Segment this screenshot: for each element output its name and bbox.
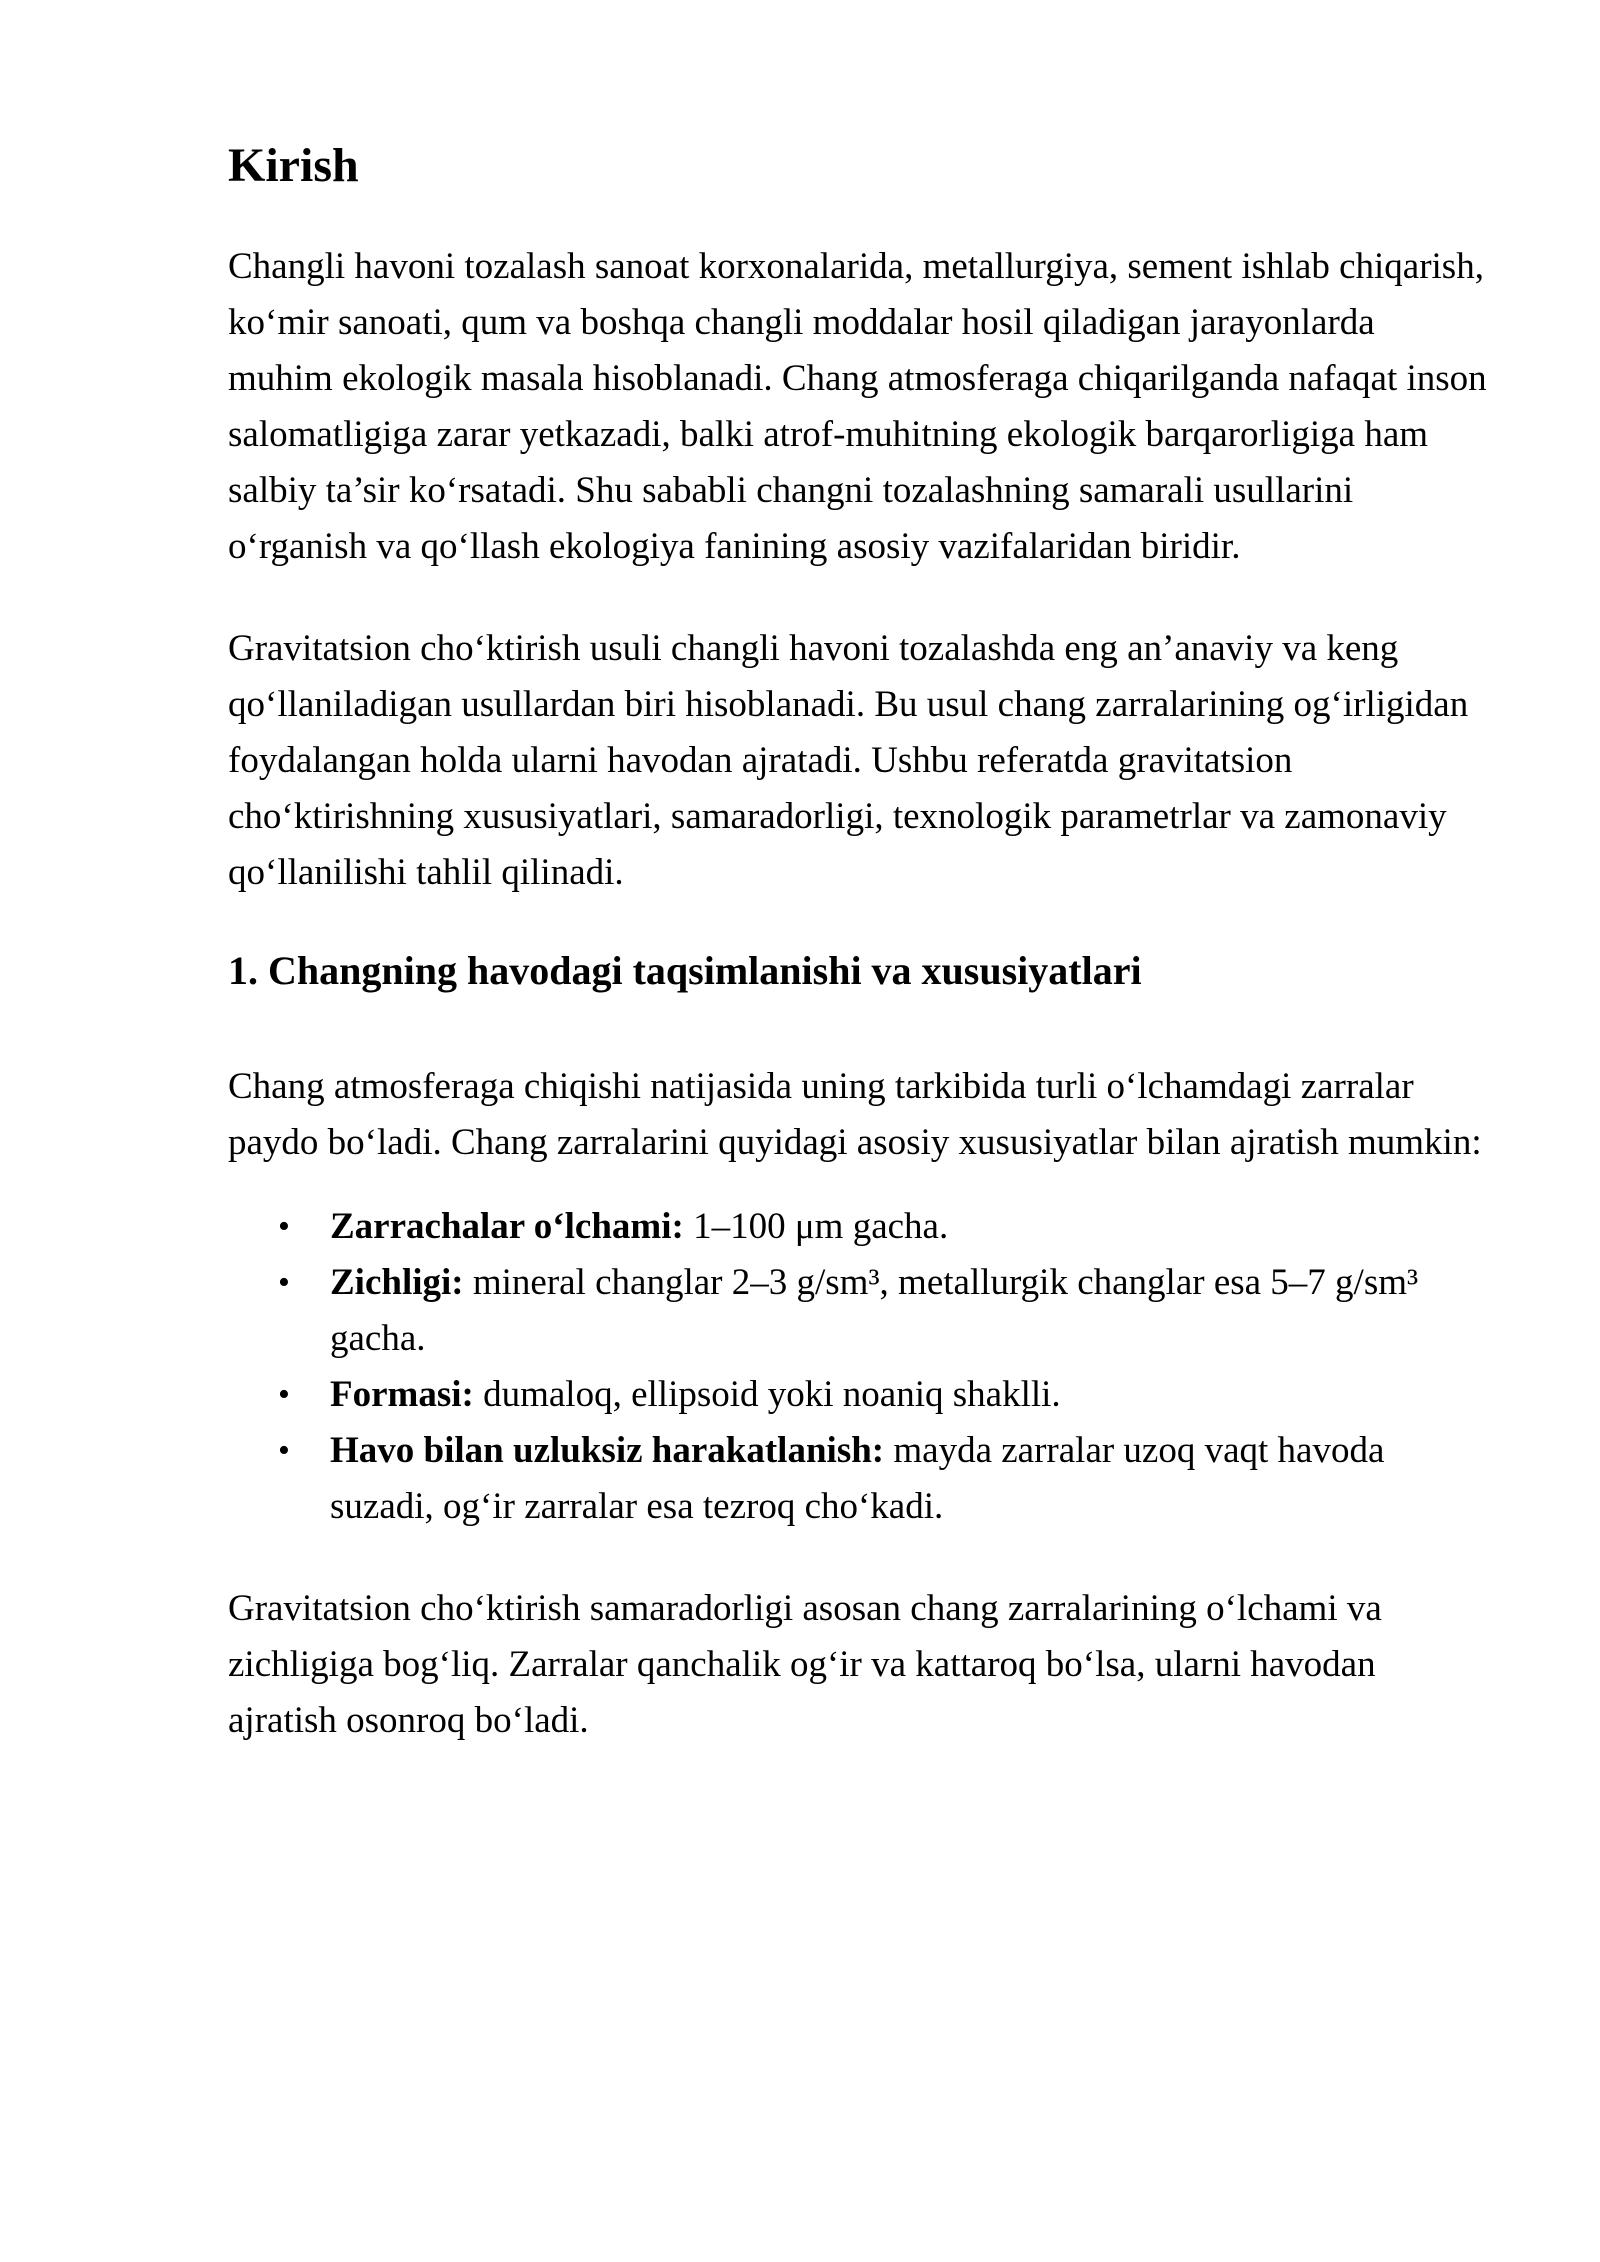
dust-properties-list — [228, 1199, 1488, 1535]
list-item-text: 1–100 μm gacha. — [683, 1206, 949, 1247]
list-item — [228, 1255, 1488, 1367]
intro-paragraph-2: Gravitatsion choʻktirish usuli changli havoni tozalashda eng an’anaviy va keng qoʻllaniladigan usullardan biri hisoblanadi. Bu usul chang zarralarining ogʻirligidan foydalangan holda ularni havodan ajratadi. Ushbu referatda gravitatsion choʻktirishning xususiyatlari, samaradorligi, texnologik parametrlar va zamonaviy qoʻllanilishi tahlil qilinadi. — [228, 628, 1469, 893]
intro-paragraph-1: Changli havoni tozalash sanoat korxonalarida, metallurgiya, sement ishlab chiqarish, koʻmir sanoati, qum va boshqa changli moddalar hosil qiladigan jarayonlarda muhim ekologik masala hisoblanadi. Chang atmosferaga chiqarilganda nafaqat inson salomatligiga zarar yetkazadi, balki atrof-muhitning ekologik barqarorligiga ham salbiy ta’sir koʻrsatadi. Shu sababli changni tozalashning samarali usullarini oʻrganish va qoʻllash ekologiya fanining asosiy vazifalaridan biridir. — [228, 246, 1487, 567]
list-item-text: dumaloq, ellipsoid yoki noaniq shaklli. — [473, 1374, 1061, 1415]
heading-section-1: 1. Changning havodagi taqsimlanishi va xususiyatlari — [228, 948, 1142, 993]
closing-paragraph: Gravitatsion choʻktirish samaradorligi asosan chang zarralarining oʻlchami va zichligiga bogʻliq. Zarralar qanchalik ogʻir va kattaroq boʻlsa, ularni havodan ajratish osonroq boʻladi. — [228, 1588, 1382, 1741]
heading-kirish: Kirish — [228, 139, 359, 192]
bullet-icon: • — [278, 1376, 290, 1413]
list-item — [228, 1367, 1488, 1423]
list-item-text: mayda zarralar uzoq vaqt havoda suzadi, ogʻir zarralar esa tezroq choʻkadi. — [330, 1430, 1385, 1527]
bullet-icon: • — [278, 1264, 290, 1301]
list-item-term: Formasi: — [330, 1374, 474, 1415]
list-item-term: Zichligi: — [330, 1262, 464, 1303]
list-item — [228, 1199, 1488, 1255]
bullet-icon: • — [278, 1432, 290, 1469]
list-item-term: Havo bilan uzluksiz harakatlanish: — [330, 1430, 885, 1471]
section-1-paragraph: Chang atmosferaga chiqishi natijasida uning tarkibida turli oʻlchamdagi zarralar paydo boʻladi. Chang zarralarini quyidagi asosiy xususiyatlar bilan ajratish mumkin: — [228, 1066, 1482, 1163]
list-item-text: mineral changlar 2–3 g/sm³, metallurgik changlar esa 5–7 g/sm³ gacha. — [330, 1262, 1419, 1359]
list-item-term: Zarrachalar oʻlchami: — [330, 1206, 684, 1247]
bullet-icon: • — [278, 1208, 290, 1245]
list-item — [228, 1423, 1488, 1535]
